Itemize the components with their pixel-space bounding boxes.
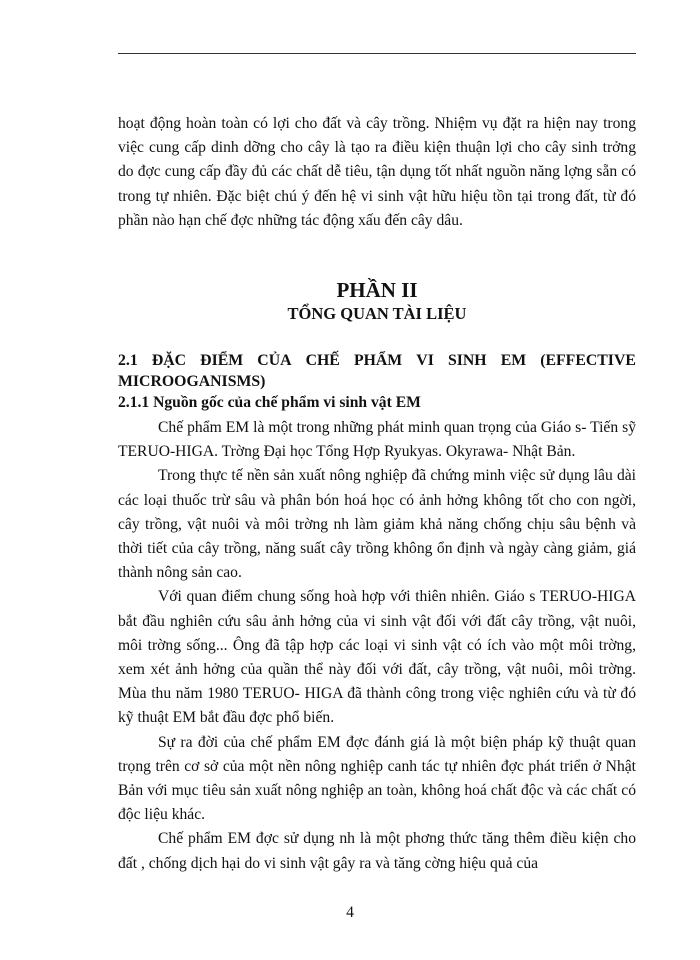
body-paragraph: Với quan điểm chung sống hoà hợp với thiên nhiên. Giáo s TERUO-HIGA bắt đầu nghiên cứu sâu ảnh hởng của vi sinh vật đối với đất cây trồng, vật nuôi, môi trờng sống... Ông đã tập hợp các loại vi sinh vật có ích vào một môi trờng, xem xét ảnh hởng của quần thể này đối với đất, cây trồng, vật nuôi, môi trờng. Mùa thu năm 1980 TERUO- HIGA đã thành công trong việc nghiên cứu và từ đó kỹ thuật EM bắt đầu đợc phổ biến. <box>118 588 636 727</box>
part-title: PHẦN II <box>336 278 418 303</box>
subsection-heading: 2.1.1 Nguồn gốc của chế phẩm vi sinh vật EM <box>118 394 421 412</box>
page-number: 4 <box>346 904 354 921</box>
section-heading-word: VI <box>416 352 434 370</box>
section-heading-word: 2.1 <box>118 352 138 370</box>
section-heading-word: ĐẶC <box>151 352 187 370</box>
header-rule <box>118 53 636 54</box>
section-heading-word: CỦA <box>257 352 292 370</box>
page-content <box>118 112 636 876</box>
section-heading <box>118 350 636 372</box>
section-heading-word: ĐIỂM <box>200 352 244 370</box>
body-paragraph: Sự ra đời của chế phẩm EM đợc đánh giá là một biện pháp kỹ thuật quan trọng trên cơ sở của một nền nông nghiệp canh tác tự nhiên đợc phát triển ở Nhật Bản với mục tiêu sản xuất nông nghiệp an toàn, không hoá chất độc và các chất có độc liệu khác. <box>118 733 636 824</box>
section-heading-word: SINH <box>447 352 487 370</box>
intro-paragraph: hoạt động hoàn toàn có lợi cho đất và cây trồng. Nhiệm vụ đặt ra hiện nay trong việc cung cấp dinh dỡng cho cây là tạo ra điều kiện thuận lợi cho cây sinh trởng do đợc cung cấp đầy đủ các chất dễ tiêu, tận dụng tốt nhất nguồn năng lợng sẵn có trong tự nhiên. Đặc biệt chú ý đến hệ vi sinh vật hữu hiệu tồn tại trong đất, từ đó phần nào hạn chế đợc những tác động xấu đến cây dâu. <box>118 115 636 229</box>
section-heading-continued: MICROOGANISMS) <box>118 373 266 391</box>
body-paragraph: Chế phẩm EM đợc sử dụng nh là một phơng thức tăng thêm điều kiện cho đất , chống dịch hại do vi sinh vật gây ra và tăng cờng hiệu quả của <box>118 830 636 872</box>
section-heading-word: (EFFECTIVE <box>540 352 636 370</box>
section-heading-word: EM <box>500 352 527 370</box>
part-subtitle: TỔNG QUAN TÀI LIỆU <box>287 304 467 324</box>
section-heading-word: PHẨM <box>353 352 403 370</box>
body-paragraph: Chế phẩm EM là một trong những phát minh quan trọng của Giáo s- Tiến sỹ TERUO-HIGA. Trờng Đại học Tổng Hợp Ryukyas. Okyrawa- Nhật Bản. <box>118 419 636 461</box>
section-heading-word: CHẾ <box>305 352 340 370</box>
body-paragraph: Trong thực tế nền sản xuất nông nghiệp đã chứng minh việc sử dụng lâu dài các loại thuốc trừ sâu và phân bón hoá học có ảnh hởng không tốt cho con ngời, cây trồng, vật nuôi và môi trờng nh làm giảm khả năng chống chịu sâu bệnh và thời tiết của cây trồng, năng suất cây trồng không ổn định và ngày càng giảm, giá thành nông sản cao. <box>118 467 636 582</box>
